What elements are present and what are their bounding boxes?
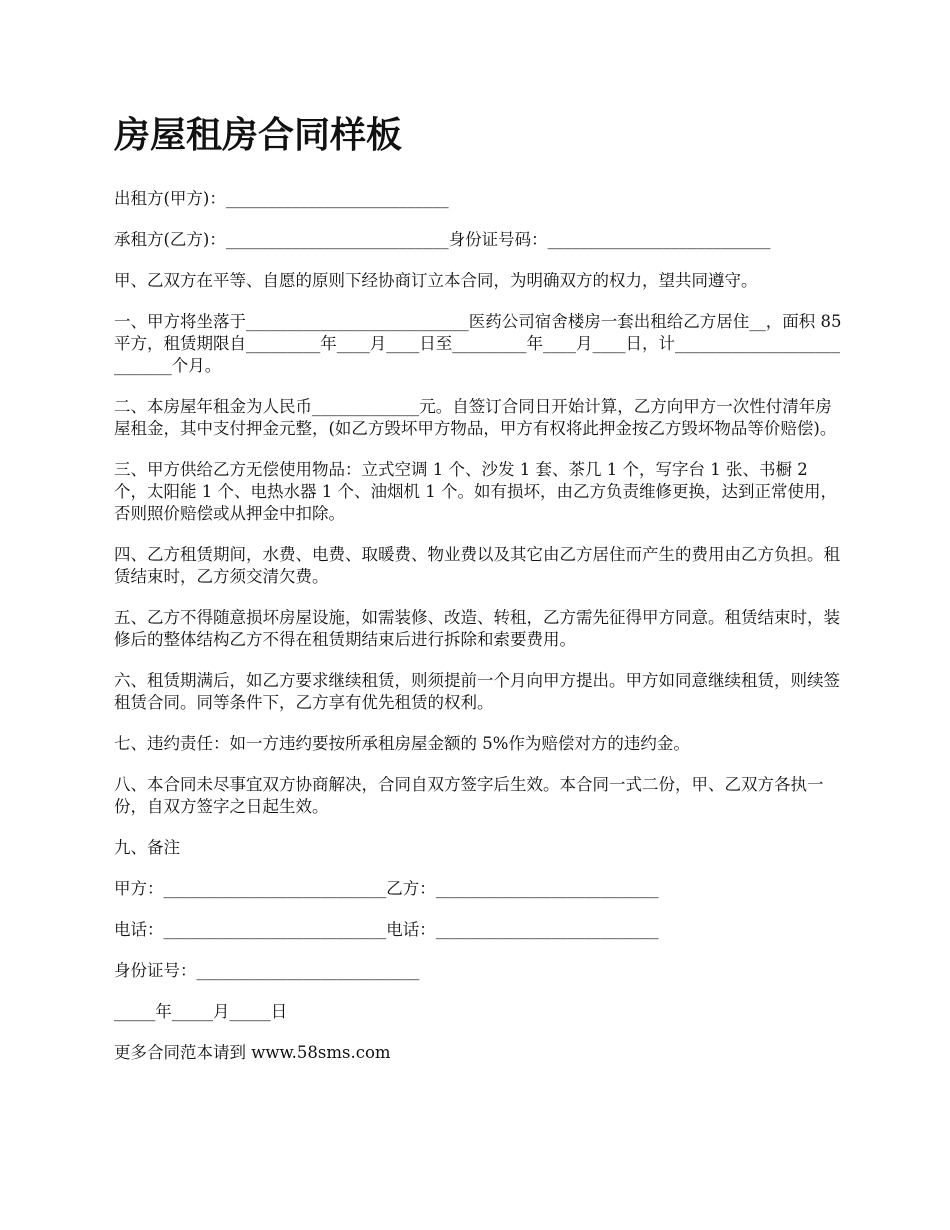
clause-7: 七、违约责任：如一方违约要按所承租房屋金额的 5%作为赔偿对方的违约金。 — [114, 734, 690, 753]
clause-8: 八、本合同未尽事宜双方协商解决，合同自双方签字后生效。本合同一式二份，甲、乙双方各执一份，自双方签字之日起生效。 — [114, 775, 824, 816]
page-title: 房屋租房合同样板 — [114, 115, 403, 156]
clause-6: 六、租赁期满后，如乙方要求继续租赁，则须提前一个月向甲方提出。甲方如同意继续租赁，则续签租赁合同。同等条件下，乙方享有优先租赁的权利。 — [114, 671, 840, 712]
contract-document — [114, 112, 847, 1083]
phone-line: 电话：___________________________电话：___________________________ — [114, 920, 659, 939]
intro-paragraph: 甲、乙双方在平等、自愿的原则下经协商订立本合同，为明确双方的权力，望共同遵守。 — [114, 271, 758, 290]
clause-1: 一、甲方将坐落于___________________________医药公司宿舍楼房一套出租给乙方居住__，面积 85 平方，租赁期限自_________年____月____日至_________年____月____日，计___________________________个月。 — [114, 312, 847, 375]
clause-5: 五、乙方不得随意损坏房屋设施，如需装修、改造、转租，乙方需先征得甲方同意。租赁结束时，装修后的整体结构乙方不得在租赁期结束后进行拆除和索要费用。 — [114, 608, 840, 649]
clause-9-remarks: 九、备注 — [114, 838, 180, 857]
id-number-line: 身份证号：___________________________ — [114, 961, 420, 980]
lessee-line: 承租方(乙方)：___________________________身份证号码：___________________________ — [114, 230, 771, 249]
clause-4: 四、乙方租赁期间，水费、电费、取暖费、物业费以及其它由乙方居住而产生的费用由乙方负担。租赁结束时，乙方须交清欠费。 — [114, 545, 840, 586]
clause-2: 二、本房屋年租金为人民币_____________元。自签订合同日开始计算，乙方向甲方一次性付清年房屋租金，其中支付押金元整，(如乙方毁坏甲方物品，甲方有权将此押金按乙方毁坏物品等价赔偿)。 — [114, 397, 837, 438]
date-line: _____年_____月_____日 — [114, 1002, 288, 1021]
clause-3: 三、甲方供给乙方无偿使用物品：立式空调 1 个、沙发 1 套、茶几 1 个，写字台 1 张、书橱 2 个，太阳能 1 个、电热水器 1 个、油烟机 1 个。如有损坏，由乙方负责维修更换，达到正常使用，否则照价赔偿或从押金中扣除。 — [114, 460, 837, 523]
footer-text: 更多合同范本请到 www.58sms.com — [114, 1043, 391, 1062]
lessor-line: 出租方(甲方)：___________________________ — [114, 189, 449, 208]
signature-line: 甲方：___________________________乙方：___________________________ — [114, 879, 659, 898]
